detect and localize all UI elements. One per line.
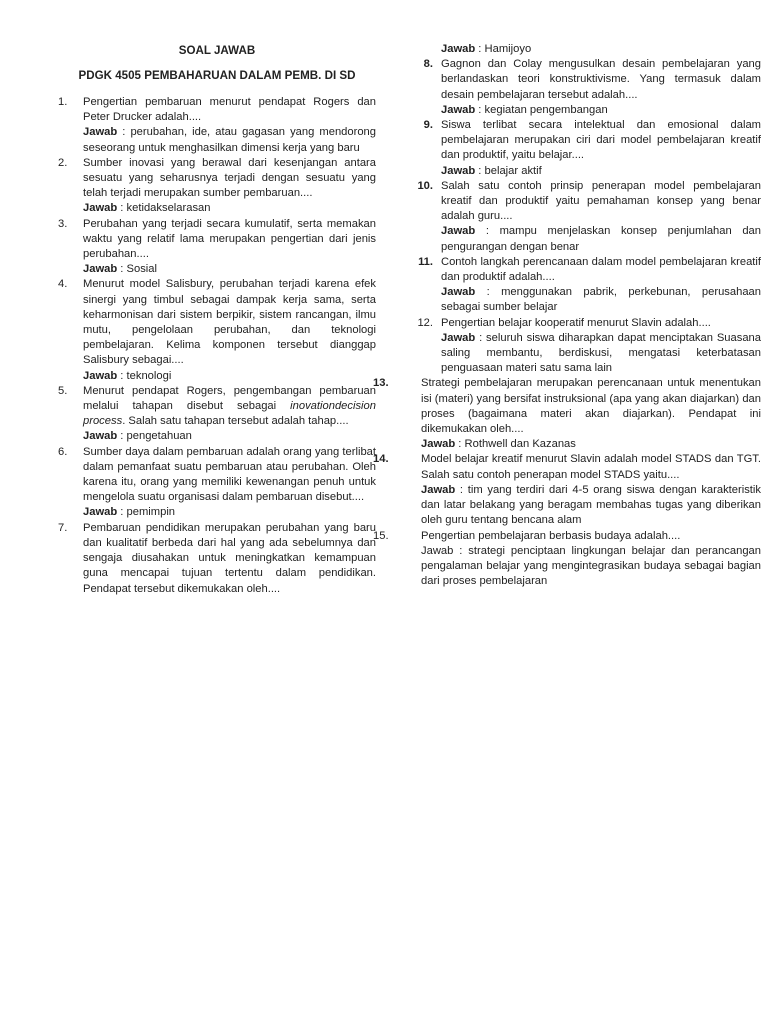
question-text: Pembaruan pendidikan merupakan perubahan yang baru dan kualitatif berbeda dari hal yang ada sebelumnya dan sengaja diusahakan untuk meningkatkan kemampuan guna mencapai tujuan tertentu dalam pendidikan. Pendapat tersebut dikemukakan oleh.... xyxy=(83,521,376,595)
answer-label: Jawab xyxy=(441,331,476,344)
question-number: 1. xyxy=(58,96,68,108)
answer-text: tim yang terdiri dari 4-5 orang siswa dengan karakteristik dan latar belakang yang beragam membahas tugas yang diberikan oleh guru tentang bencana alam xyxy=(421,483,761,527)
question-text-italic: inovationdecision process xyxy=(83,400,376,428)
question-item-3 xyxy=(58,217,376,278)
answer-label: Jawab xyxy=(441,103,476,116)
answer-line xyxy=(421,483,761,529)
answer-line xyxy=(83,505,376,520)
answer-text: seluruh siswa diharapkan dapat menciptakan Suasana saling membantu, berdiskusi, mengatasi keterbatasan penguasaan materi satu sama lain xyxy=(441,331,761,375)
answer-line xyxy=(441,164,761,179)
question-text: Pengertian pembaruan menurut pendapat Rogers dan Peter Drucker adalah.... xyxy=(83,96,376,124)
question-number: 11. xyxy=(418,255,433,268)
question-item-15 xyxy=(373,529,762,590)
answer-line xyxy=(83,369,376,384)
answer-line xyxy=(83,429,376,444)
question-text: Salah satu contoh prinsip penerapan model pembelajaran kreatif dan produktif yaitu pemahaman konsep yang benar adalah guru.... xyxy=(441,179,761,223)
answer-line xyxy=(441,42,761,57)
answer-text: Sosial xyxy=(126,263,158,276)
answer-separator: : xyxy=(117,263,127,276)
question-number: 2. xyxy=(58,156,68,169)
question-item-7 xyxy=(58,521,376,597)
question-item-10 xyxy=(397,179,761,255)
answer-label: Jawab xyxy=(421,544,454,557)
answer-text: ketidakselarasan xyxy=(126,202,211,215)
question-text: Pengertian belajar kooperatif menurut Slavin adalah.... xyxy=(441,316,711,329)
answer-text: kegiatan pengembangan xyxy=(484,103,608,116)
question-list-left xyxy=(58,95,376,597)
answer-label: Jawab xyxy=(421,483,456,496)
question-item-5 xyxy=(58,384,376,445)
answer-separator: : xyxy=(475,43,485,55)
question-text: Siswa terlibat secara intelektual dan emosional dalam pembelajaran merupakan ciri dari model pembelajaran kreatif dan produktif, yaitu belajar.... xyxy=(441,119,761,162)
answer-separator: : xyxy=(475,164,485,177)
question-number: 6. xyxy=(58,445,68,458)
question-text: Sumber daya dalam pembaruan adalah orang yang terlibat dalam pemanfaat suatu pembaruan atau perubahan. Oleh karena itu, orang yang memiliki kewenangan penuh untuk mengelola suatu organisasi dalam pembaruan disebut.... xyxy=(83,445,376,504)
answer-separator: : xyxy=(453,544,469,557)
question-item-4 xyxy=(58,277,376,383)
answer-label: Jawab xyxy=(83,126,118,139)
answer-line xyxy=(441,331,761,377)
answer-line xyxy=(441,103,761,118)
answer-separator: : xyxy=(117,202,127,215)
answer-label: Jawab xyxy=(83,263,118,276)
question-text: Contoh langkah perencanaan dalam model pembelajaran kreatif dan produktif adalah.... xyxy=(441,255,761,284)
question-text: Menurut model Salisbury, perubahan terjadi karena efek sinergi yang timbul sebagai dampak kerja sama, serta keharmonisan dari sistem berpikir, sistem rancangan, ilmu mutu, pengelolaan perubahan, dan teknologi pembelajaran. Kelima komponen tersebut dianggap Salisbury sebagai.... xyxy=(83,278,376,367)
question-number: 13. xyxy=(373,377,389,390)
question-number: 15. xyxy=(373,529,389,542)
answer-separator: : xyxy=(117,506,127,519)
answer-separator: : xyxy=(475,331,487,344)
answer-text: teknologi xyxy=(126,369,172,382)
document-title: SOAL JAWAB xyxy=(178,44,256,57)
answer-text: pengetahuan xyxy=(126,430,192,443)
answer-label: Jawab xyxy=(441,43,476,55)
answer-line xyxy=(421,544,761,590)
answer-label: Jawab xyxy=(441,225,476,238)
question-item-1 xyxy=(58,95,376,156)
answer-text: menggunakan pabrik, perkebunan, perusahaan sebagai sumber belajar xyxy=(441,286,761,314)
question-text: Gagnon dan Colay mengusulkan desain pembelajaran yang berlandaskan teori konstruktivisme. Yang termasuk dalam desain pembelajaran tersebut adalah.... xyxy=(441,58,761,101)
answer-label: Jawab xyxy=(441,164,476,177)
answer-separator: : xyxy=(455,438,465,451)
answer-separator: : xyxy=(117,430,127,443)
question-number: 10. xyxy=(417,179,433,192)
question-number: 3. xyxy=(58,217,68,230)
question-text xyxy=(83,384,376,430)
question-item-11 xyxy=(397,255,761,316)
question-item-12 xyxy=(397,316,761,377)
answer-separator: : xyxy=(475,225,500,238)
answer-line xyxy=(83,262,376,277)
answer-text: Hamijoyo xyxy=(484,43,532,55)
question-number: 9. xyxy=(423,119,433,132)
question-text: Model belajar kreatif menurut Slavin adalah model STADS dan TGT. Salah satu contoh penerapan model STADS yaitu.... xyxy=(421,453,761,481)
question-number: 12. xyxy=(417,316,433,329)
answer-text: belajar aktif xyxy=(484,164,542,177)
answer-label: Jawab xyxy=(83,506,118,519)
question-item-8 xyxy=(397,57,761,118)
answer-text: mampu menjelaskan konsep penjumlahan dan pengurangan dengan benar xyxy=(441,225,762,253)
question-number: 7. xyxy=(58,521,68,534)
question-text-part: Menurut pendapat Rogers, pengembangan pembaruan melalui tahapan disebut sebagai xyxy=(83,384,376,413)
question-text-part: . Salah satu tahapan tersebut adalah tahap.... xyxy=(122,415,349,428)
answer-label: Jawab xyxy=(83,430,118,443)
question-text: Perubahan yang terjadi secara kumulatif, serta memakan waktu yang relatif lama merupakan pengertian dari jenis perubahan.... xyxy=(83,217,376,261)
question-item-9 xyxy=(397,118,761,179)
answer-text: strategi penciptaan lingkungan belajar dan perancangan pengalaman belajar yang mengintegrasikan budaya sebagai bagian dari proses pembelajaran xyxy=(421,544,762,588)
question-item-14 xyxy=(373,452,761,528)
question-text: Pengertian pembelajaran berbasis budaya adalah.... xyxy=(421,529,681,542)
answer-label: Jawab xyxy=(83,202,118,215)
question-number: 8. xyxy=(423,58,433,71)
answer-separator: : xyxy=(475,286,502,299)
question-number: 4. xyxy=(58,278,68,291)
answer-text: Rothwell dan Kazanas xyxy=(464,438,576,451)
question-list-right xyxy=(373,42,762,589)
answer-line xyxy=(421,437,761,452)
answer-line xyxy=(83,201,376,216)
answer-separator: : xyxy=(475,103,485,116)
answer-label: Jawab xyxy=(83,369,118,382)
question-item-2 xyxy=(58,156,376,217)
answer-label: Jawab xyxy=(441,286,476,299)
answer-text: pemimpin xyxy=(126,506,176,519)
answer-separator: : xyxy=(117,126,131,139)
answer-separator: : xyxy=(117,369,127,382)
question-text: Strategi pembelajaran merupakan perencanaan untuk menentukan isi (materi) yang bersifat instruksional (apa yang akan diajarkan) dan proses (bagaimana materi akan diajarkan). Pendapat ini dikemukakan oleh.... xyxy=(421,377,761,436)
answer-line xyxy=(441,224,761,254)
answer-continuation-7 xyxy=(397,42,761,57)
question-number: 5. xyxy=(58,384,68,397)
answer-separator: : xyxy=(455,483,468,496)
question-number: 14. xyxy=(373,453,389,466)
answer-label: Jawab xyxy=(421,438,456,451)
question-item-6 xyxy=(58,445,376,521)
answer-line xyxy=(441,285,761,315)
answer-line xyxy=(83,125,376,155)
question-text: Sumber inovasi yang berawal dari kesenjangan antara sesuatu yang seharusnya terjadi dengan sesuatu yang telah terjadi merupakan sumber pembaruan.... xyxy=(83,156,376,200)
answer-text: perubahan, ide, atau gagasan yang mendorong seseorang untuk menghasilkan dimensi kerja yang baru xyxy=(83,126,376,154)
document-subtitle: PDGK 4505 PEMBAHARUAN DALAM PEMB. DI SD xyxy=(78,69,356,82)
question-item-13 xyxy=(373,376,761,452)
